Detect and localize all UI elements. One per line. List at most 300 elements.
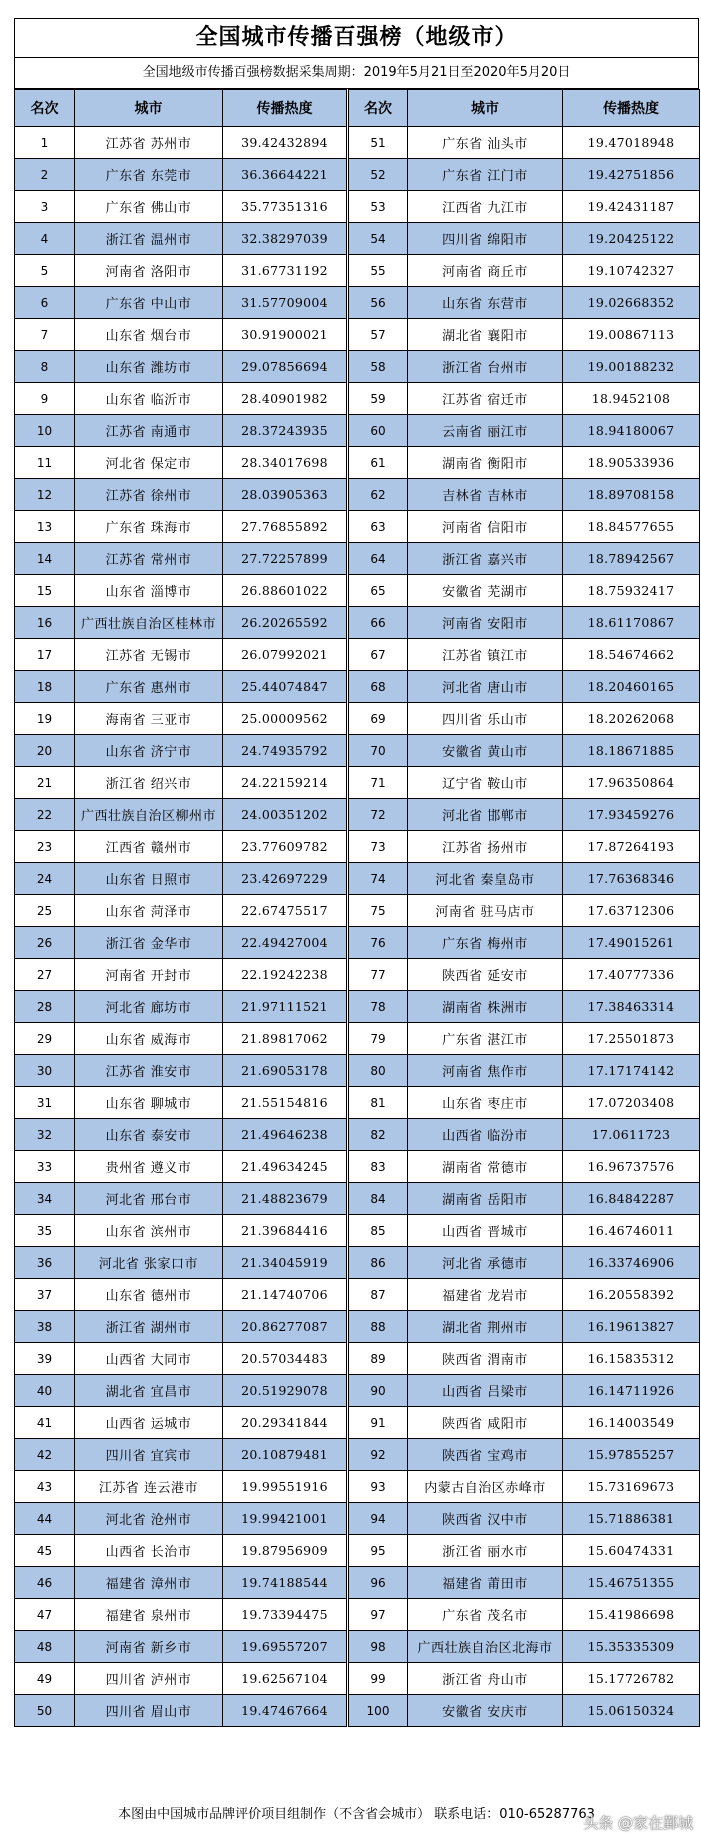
- heat-cell: 15.46751355: [563, 1567, 700, 1599]
- rank-cell: 33: [15, 1151, 75, 1183]
- heat-cell: 21.14740706: [223, 1279, 348, 1311]
- rank-cell: 86: [348, 1247, 408, 1279]
- table-row: [15, 127, 700, 159]
- city-cell: 山东省 日照市: [75, 863, 223, 895]
- heat-cell: 19.99551916: [223, 1471, 348, 1503]
- rank-cell: 13: [15, 511, 75, 543]
- rank-cell: 12: [15, 479, 75, 511]
- table-row: [15, 799, 700, 831]
- rank-cell: 38: [15, 1311, 75, 1343]
- city-cell: 湖南省 衡阳市: [408, 447, 563, 479]
- heat-cell: 21.89817062: [223, 1023, 348, 1055]
- city-cell: 江苏省 扬州市: [408, 831, 563, 863]
- rank-cell: 71: [348, 767, 408, 799]
- city-cell: 广东省 东莞市: [75, 159, 223, 191]
- rank-cell: 15: [15, 575, 75, 607]
- table-row: [15, 1695, 700, 1727]
- table-row: [15, 639, 700, 671]
- city-cell: 江苏省 镇江市: [408, 639, 563, 671]
- rank-cell: 28: [15, 991, 75, 1023]
- rank-cell: 46: [15, 1567, 75, 1599]
- table-row: [15, 1023, 700, 1055]
- rank-cell: 10: [15, 415, 75, 447]
- city-cell: 江苏省 苏州市: [75, 127, 223, 159]
- table-row: [15, 255, 700, 287]
- heat-cell: 31.57709004: [223, 287, 348, 319]
- rank-cell: 54: [348, 223, 408, 255]
- heat-cell: 20.57034483: [223, 1343, 348, 1375]
- table-row: [15, 575, 700, 607]
- rank-cell: 37: [15, 1279, 75, 1311]
- rank-cell: 68: [348, 671, 408, 703]
- table-row: [15, 671, 700, 703]
- heat-cell: 15.60474331: [563, 1535, 700, 1567]
- rank-cell: 93: [348, 1471, 408, 1503]
- city-cell: 四川省 宜宾市: [75, 1439, 223, 1471]
- rank-cell: 2: [15, 159, 75, 191]
- table-row: [15, 191, 700, 223]
- rank-cell: 83: [348, 1151, 408, 1183]
- rank-cell: 89: [348, 1343, 408, 1375]
- rank-cell: 36: [15, 1247, 75, 1279]
- rank-cell: 69: [348, 703, 408, 735]
- city-cell: 山东省 潍坊市: [75, 351, 223, 383]
- city-cell: 广东省 中山市: [75, 287, 223, 319]
- rank-cell: 5: [15, 255, 75, 287]
- rank-cell: 95: [348, 1535, 408, 1567]
- city-cell: 湖南省 株洲市: [408, 991, 563, 1023]
- city-cell: 四川省 泸州市: [75, 1663, 223, 1695]
- heat-cell: 24.74935792: [223, 735, 348, 767]
- table-row: [15, 991, 700, 1023]
- city-cell: 湖南省 常德市: [408, 1151, 563, 1183]
- heat-cell: 17.07203408: [563, 1087, 700, 1119]
- rank-cell: 8: [15, 351, 75, 383]
- table-row: [15, 1599, 700, 1631]
- heat-cell: 16.14003549: [563, 1407, 700, 1439]
- rank-cell: 81: [348, 1087, 408, 1119]
- table-row: [15, 287, 700, 319]
- heat-cell: 17.93459276: [563, 799, 700, 831]
- heat-cell: 17.17174142: [563, 1055, 700, 1087]
- city-cell: 海南省 三亚市: [75, 703, 223, 735]
- heat-cell: 19.42431187: [563, 191, 700, 223]
- city-cell: 山东省 淄博市: [75, 575, 223, 607]
- table-body: [15, 127, 700, 1727]
- heat-cell: 21.48823679: [223, 1183, 348, 1215]
- rank-cell: 72: [348, 799, 408, 831]
- heat-cell: 22.67475517: [223, 895, 348, 927]
- rank-cell: 74: [348, 863, 408, 895]
- heat-cell: 21.49634245: [223, 1151, 348, 1183]
- city-cell: 贵州省 遵义市: [75, 1151, 223, 1183]
- rank-cell: 45: [15, 1535, 75, 1567]
- heat-cell: 15.73169673: [563, 1471, 700, 1503]
- rank-cell: 20: [15, 735, 75, 767]
- rank-cell: 19: [15, 703, 75, 735]
- city-cell: 河南省 信阳市: [408, 511, 563, 543]
- heat-cell: 19.02668352: [563, 287, 700, 319]
- city-cell: 山西省 临汾市: [408, 1119, 563, 1151]
- city-cell: 河北省 邢台市: [75, 1183, 223, 1215]
- watermark: 头条 @家在鄞城: [583, 1814, 693, 1832]
- heat-cell: 26.07992021: [223, 639, 348, 671]
- heat-cell: 20.10879481: [223, 1439, 348, 1471]
- rank-cell: 16: [15, 607, 75, 639]
- rank-cell: 1: [15, 127, 75, 159]
- header-heat-left: 传播热度: [223, 90, 348, 127]
- rank-cell: 100: [348, 1695, 408, 1727]
- heat-cell: 16.14711926: [563, 1375, 700, 1407]
- rank-cell: 90: [348, 1375, 408, 1407]
- city-cell: 山东省 济宁市: [75, 735, 223, 767]
- heat-cell: 15.35335309: [563, 1631, 700, 1663]
- rank-cell: 88: [348, 1311, 408, 1343]
- rank-cell: 9: [15, 383, 75, 415]
- rank-cell: 80: [348, 1055, 408, 1087]
- heat-cell: 15.71886381: [563, 1503, 700, 1535]
- rank-cell: 67: [348, 639, 408, 671]
- rank-cell: 31: [15, 1087, 75, 1119]
- heat-cell: 19.99421001: [223, 1503, 348, 1535]
- rank-cell: 70: [348, 735, 408, 767]
- heat-cell: 18.54674662: [563, 639, 700, 671]
- rank-cell: 57: [348, 319, 408, 351]
- city-cell: 广西壮族自治区北海市: [408, 1631, 563, 1663]
- city-cell: 河北省 保定市: [75, 447, 223, 479]
- city-cell: 陕西省 延安市: [408, 959, 563, 991]
- rank-cell: 29: [15, 1023, 75, 1055]
- rank-cell: 49: [15, 1663, 75, 1695]
- city-cell: 河南省 开封市: [75, 959, 223, 991]
- city-cell: 浙江省 绍兴市: [75, 767, 223, 799]
- heat-cell: 17.63712306: [563, 895, 700, 927]
- rank-cell: 25: [15, 895, 75, 927]
- heat-cell: 19.74188544: [223, 1567, 348, 1599]
- city-cell: 湖北省 襄阳市: [408, 319, 563, 351]
- rank-cell: 92: [348, 1439, 408, 1471]
- heat-cell: 22.19242238: [223, 959, 348, 991]
- rank-cell: 44: [15, 1503, 75, 1535]
- city-cell: 安徽省 黄山市: [408, 735, 563, 767]
- heat-cell: 16.20558392: [563, 1279, 700, 1311]
- table-row: [15, 1151, 700, 1183]
- rank-cell: 51: [348, 127, 408, 159]
- heat-cell: 30.91900021: [223, 319, 348, 351]
- city-cell: 湖南省 岳阳市: [408, 1183, 563, 1215]
- city-cell: 广东省 江门市: [408, 159, 563, 191]
- heat-cell: 18.9452108: [563, 383, 700, 415]
- heat-cell: 18.20460165: [563, 671, 700, 703]
- city-cell: 河北省 邯郸市: [408, 799, 563, 831]
- city-cell: 山东省 泰安市: [75, 1119, 223, 1151]
- heat-cell: 15.06150324: [563, 1695, 700, 1727]
- ranking-table: [14, 89, 700, 1727]
- table-row: [15, 543, 700, 575]
- city-cell: 陕西省 咸阳市: [408, 1407, 563, 1439]
- city-cell: 江苏省 宿迁市: [408, 383, 563, 415]
- city-cell: 浙江省 丽水市: [408, 1535, 563, 1567]
- rank-cell: 55: [348, 255, 408, 287]
- page-title: 全国城市传播百强榜（地级市）: [14, 18, 699, 57]
- rank-cell: 48: [15, 1631, 75, 1663]
- header-city-right: 城市: [408, 90, 563, 127]
- city-cell: 河南省 安阳市: [408, 607, 563, 639]
- table-row: [15, 1471, 700, 1503]
- heat-cell: 19.47467664: [223, 1695, 348, 1727]
- header-heat-right: 传播热度: [563, 90, 700, 127]
- table-row: [15, 927, 700, 959]
- city-cell: 江苏省 无锡市: [75, 639, 223, 671]
- rank-cell: 77: [348, 959, 408, 991]
- heat-cell: 18.89708158: [563, 479, 700, 511]
- table-row: [15, 383, 700, 415]
- table-row: [15, 479, 700, 511]
- city-cell: 山西省 大同市: [75, 1343, 223, 1375]
- heat-cell: 28.40901982: [223, 383, 348, 415]
- table-row: [15, 735, 700, 767]
- rank-cell: 58: [348, 351, 408, 383]
- header-rank-left: 名次: [15, 90, 75, 127]
- city-cell: 山西省 运城市: [75, 1407, 223, 1439]
- city-cell: 河南省 商丘市: [408, 255, 563, 287]
- rank-cell: 76: [348, 927, 408, 959]
- table-row: [15, 223, 700, 255]
- heat-cell: 27.72257899: [223, 543, 348, 575]
- city-cell: 江苏省 淮安市: [75, 1055, 223, 1087]
- heat-cell: 29.07856694: [223, 351, 348, 383]
- heat-cell: 21.97111521: [223, 991, 348, 1023]
- heat-cell: 19.10742327: [563, 255, 700, 287]
- rank-cell: 65: [348, 575, 408, 607]
- heat-cell: 18.78942567: [563, 543, 700, 575]
- city-cell: 陕西省 渭南市: [408, 1343, 563, 1375]
- heat-cell: 19.47018948: [563, 127, 700, 159]
- table-row: [15, 447, 700, 479]
- rank-cell: 34: [15, 1183, 75, 1215]
- table-row: [15, 1535, 700, 1567]
- heat-cell: 20.29341844: [223, 1407, 348, 1439]
- heat-cell: 16.84842287: [563, 1183, 700, 1215]
- heat-cell: 36.36644221: [223, 159, 348, 191]
- table-row: [15, 959, 700, 991]
- table-row: [15, 895, 700, 927]
- page-subtitle: 全国地级市传播百强榜数据采集周期：2019年5月21日至2020年5月20日: [14, 57, 699, 89]
- city-cell: 山东省 滨州市: [75, 1215, 223, 1247]
- city-cell: 河北省 秦皇岛市: [408, 863, 563, 895]
- heat-cell: 15.41986698: [563, 1599, 700, 1631]
- city-cell: 山西省 吕梁市: [408, 1375, 563, 1407]
- heat-cell: 27.76855892: [223, 511, 348, 543]
- heat-cell: 17.40777336: [563, 959, 700, 991]
- heat-cell: 21.69053178: [223, 1055, 348, 1087]
- city-cell: 广东省 汕头市: [408, 127, 563, 159]
- rank-cell: 3: [15, 191, 75, 223]
- rank-cell: 4: [15, 223, 75, 255]
- city-cell: 江苏省 连云港市: [75, 1471, 223, 1503]
- city-cell: 河北省 承德市: [408, 1247, 563, 1279]
- heat-cell: 25.00009562: [223, 703, 348, 735]
- rank-cell: 11: [15, 447, 75, 479]
- city-cell: 浙江省 温州市: [75, 223, 223, 255]
- heat-cell: 18.84577655: [563, 511, 700, 543]
- rank-cell: 97: [348, 1599, 408, 1631]
- rank-cell: 6: [15, 287, 75, 319]
- ranking-sheet: [14, 18, 699, 1727]
- city-cell: 江苏省 常州市: [75, 543, 223, 575]
- city-cell: 江西省 赣州市: [75, 831, 223, 863]
- rank-cell: 22: [15, 799, 75, 831]
- rank-cell: 66: [348, 607, 408, 639]
- table-row: [15, 1567, 700, 1599]
- rank-cell: 32: [15, 1119, 75, 1151]
- city-cell: 江苏省 南通市: [75, 415, 223, 447]
- heat-cell: 28.03905363: [223, 479, 348, 511]
- heat-cell: 17.76368346: [563, 863, 700, 895]
- heat-cell: 19.87956909: [223, 1535, 348, 1567]
- rank-cell: 26: [15, 927, 75, 959]
- table-row: [15, 1663, 700, 1695]
- heat-cell: 26.20265592: [223, 607, 348, 639]
- footer-note: 本图由中国城市品牌评价项目组制作（不含省会城市） 联系电话：010-65287763: [118, 1807, 595, 1822]
- rank-cell: 84: [348, 1183, 408, 1215]
- heat-cell: 20.86277087: [223, 1311, 348, 1343]
- city-cell: 河南省 驻马店市: [408, 895, 563, 927]
- table-row: [15, 1343, 700, 1375]
- heat-cell: 16.19613827: [563, 1311, 700, 1343]
- city-cell: 广东省 珠海市: [75, 511, 223, 543]
- city-cell: 山西省 长治市: [75, 1535, 223, 1567]
- city-cell: 河北省 唐山市: [408, 671, 563, 703]
- city-cell: 广东省 佛山市: [75, 191, 223, 223]
- table-row: [15, 767, 700, 799]
- city-cell: 四川省 绵阳市: [408, 223, 563, 255]
- table-row: [15, 831, 700, 863]
- rank-cell: 61: [348, 447, 408, 479]
- heat-cell: 26.88601022: [223, 575, 348, 607]
- city-cell: 广东省 惠州市: [75, 671, 223, 703]
- heat-cell: 23.42697229: [223, 863, 348, 895]
- heat-cell: 17.25501873: [563, 1023, 700, 1055]
- city-cell: 山东省 菏泽市: [75, 895, 223, 927]
- heat-cell: 32.38297039: [223, 223, 348, 255]
- heat-cell: 19.62567104: [223, 1663, 348, 1695]
- table-row: [15, 1183, 700, 1215]
- table-row: [15, 1087, 700, 1119]
- heat-cell: 24.00351202: [223, 799, 348, 831]
- table-row: [15, 1631, 700, 1663]
- rank-cell: 21: [15, 767, 75, 799]
- heat-cell: 21.39684416: [223, 1215, 348, 1247]
- heat-cell: 19.69557207: [223, 1631, 348, 1663]
- rank-cell: 78: [348, 991, 408, 1023]
- city-cell: 浙江省 舟山市: [408, 1663, 563, 1695]
- heat-cell: 16.46746011: [563, 1215, 700, 1247]
- city-cell: 辽宁省 鞍山市: [408, 767, 563, 799]
- rank-cell: 30: [15, 1055, 75, 1087]
- rank-cell: 56: [348, 287, 408, 319]
- heat-cell: 21.34045919: [223, 1247, 348, 1279]
- city-cell: 福建省 泉州市: [75, 1599, 223, 1631]
- heat-cell: 18.61170867: [563, 607, 700, 639]
- rank-cell: 59: [348, 383, 408, 415]
- table-row: [15, 511, 700, 543]
- table-row: [15, 351, 700, 383]
- city-cell: 广东省 湛江市: [408, 1023, 563, 1055]
- city-cell: 江苏省 徐州市: [75, 479, 223, 511]
- rank-cell: 53: [348, 191, 408, 223]
- city-cell: 江西省 九江市: [408, 191, 563, 223]
- city-cell: 陕西省 宝鸡市: [408, 1439, 563, 1471]
- heat-cell: 18.75932417: [563, 575, 700, 607]
- city-cell: 四川省 乐山市: [408, 703, 563, 735]
- city-cell: 山东省 枣庄市: [408, 1087, 563, 1119]
- rank-cell: 94: [348, 1503, 408, 1535]
- city-cell: 广西壮族自治区柳州市: [75, 799, 223, 831]
- heat-cell: 28.34017698: [223, 447, 348, 479]
- table-row: [15, 1439, 700, 1471]
- heat-cell: 25.44074847: [223, 671, 348, 703]
- rank-cell: 52: [348, 159, 408, 191]
- rank-cell: 73: [348, 831, 408, 863]
- rank-cell: 91: [348, 1407, 408, 1439]
- rank-cell: 40: [15, 1375, 75, 1407]
- city-cell: 山东省 烟台市: [75, 319, 223, 351]
- rank-cell: 99: [348, 1663, 408, 1695]
- heat-cell: 18.18671885: [563, 735, 700, 767]
- table-row: [15, 1311, 700, 1343]
- table-row: [15, 1215, 700, 1247]
- heat-cell: 15.17726782: [563, 1663, 700, 1695]
- heat-cell: 19.73394475: [223, 1599, 348, 1631]
- rank-cell: 87: [348, 1279, 408, 1311]
- heat-cell: 17.87264193: [563, 831, 700, 863]
- rank-cell: 24: [15, 863, 75, 895]
- city-cell: 广西壮族自治区桂林市: [75, 607, 223, 639]
- heat-cell: 39.42432894: [223, 127, 348, 159]
- heat-cell: 16.33746906: [563, 1247, 700, 1279]
- heat-cell: 24.22159214: [223, 767, 348, 799]
- city-cell: 河南省 洛阳市: [75, 255, 223, 287]
- city-cell: 浙江省 台州市: [408, 351, 563, 383]
- city-cell: 吉林省 吉林市: [408, 479, 563, 511]
- heat-cell: 17.0611723: [563, 1119, 700, 1151]
- heat-cell: 20.51929078: [223, 1375, 348, 1407]
- heat-cell: 16.15835312: [563, 1343, 700, 1375]
- city-cell: 浙江省 金华市: [75, 927, 223, 959]
- table-row: [15, 607, 700, 639]
- heat-cell: 18.94180067: [563, 415, 700, 447]
- table-row: [15, 1247, 700, 1279]
- city-cell: 广东省 梅州市: [408, 927, 563, 959]
- heat-cell: 19.20425122: [563, 223, 700, 255]
- rank-cell: 63: [348, 511, 408, 543]
- city-cell: 河北省 廊坊市: [75, 991, 223, 1023]
- city-cell: 陕西省 汉中市: [408, 1503, 563, 1535]
- table-row: [15, 1055, 700, 1087]
- rank-cell: 41: [15, 1407, 75, 1439]
- city-cell: 云南省 丽江市: [408, 415, 563, 447]
- rank-cell: 85: [348, 1215, 408, 1247]
- table-row: [15, 1503, 700, 1535]
- table-row: [15, 1407, 700, 1439]
- heat-cell: 15.97855257: [563, 1439, 700, 1471]
- table-row: [15, 703, 700, 735]
- heat-cell: 17.38463314: [563, 991, 700, 1023]
- city-cell: 山东省 临沂市: [75, 383, 223, 415]
- table-row: [15, 1279, 700, 1311]
- heat-cell: 35.77351316: [223, 191, 348, 223]
